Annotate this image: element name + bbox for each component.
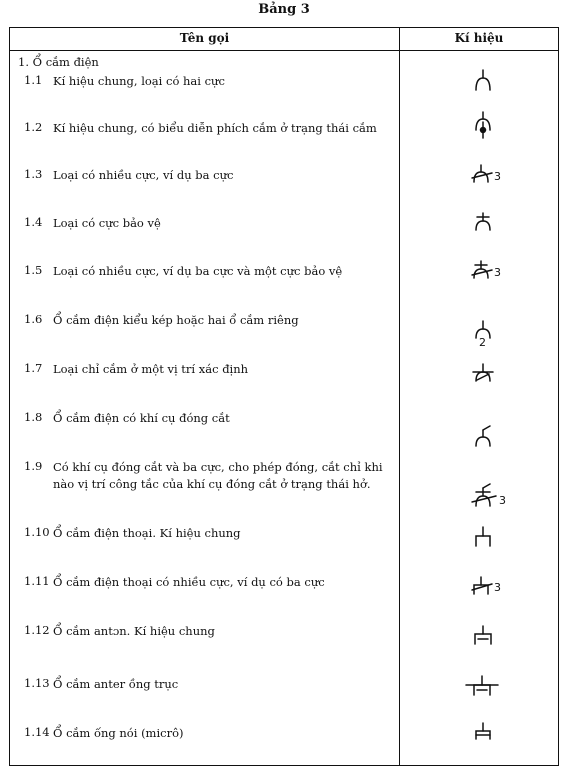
row-number: 1.9: [24, 459, 43, 473]
row-number: 1.11: [24, 574, 50, 588]
row-label: Có khí cụ đóng cắt và ba cực, cho phép đóng, cắt chỉ khi nào vị trí công tắc của khí cụ đóng cắt ở trạng thái hở.: [53, 460, 383, 491]
row-label: Ổ cắm điện thoại có nhiều cực, ví dụ có ba cực: [53, 575, 325, 589]
row-label: Ổ cắm anter ồng trục: [53, 677, 179, 691]
row-label: Ổ cắm điện kiểu kép hoặc hai ổ cắm riêng: [53, 313, 299, 327]
row-number: 1.7: [24, 361, 43, 375]
row-number: 1.4: [24, 215, 43, 229]
row-label: Ổ cắm antɔn. Kí hiệu chung: [53, 624, 215, 638]
socket-fixed-position-icon: [468, 362, 498, 384]
row-label: Kí hiệu chung, loại có hai cực: [53, 74, 225, 88]
socket-general-icon: [468, 66, 498, 96]
row-label: Ổ cắm điện thoại. Kí hiệu chung: [53, 526, 241, 540]
row-number: 1.10: [24, 525, 50, 539]
socket-multipole-protective-icon: [468, 258, 508, 282]
coaxial-antenna-socket-icon: [464, 672, 500, 698]
row-label: Loại có nhiều cực, ví dụ ba cực: [53, 168, 234, 182]
row-number: 1.14: [24, 725, 50, 739]
row-label: Ổ cắm ống nói (micrô): [53, 726, 184, 740]
row-number: 1.3: [24, 167, 43, 181]
socket-protective-icon: [468, 210, 498, 234]
socket-double-icon: [468, 318, 498, 348]
socket-switch-icon: [468, 424, 498, 448]
telephone-socket-icon: [468, 524, 498, 548]
svg-text:2: 2: [479, 336, 486, 349]
svg-text:3: 3: [499, 494, 506, 507]
page-title: Bảng 3: [258, 2, 310, 17]
symbol-table: [9, 27, 559, 766]
socket-interlocked-switch-icon: [468, 482, 514, 510]
header-name: Tên gọi: [179, 31, 230, 45]
table-header: [10, 28, 558, 51]
row-number: 1.8: [24, 410, 43, 424]
header-symbol: Kí hiệu: [454, 31, 504, 45]
row-label: Loại có cực bảo vệ: [53, 216, 161, 230]
group-title: 1. Ổ cắm điện: [18, 55, 99, 69]
column-divider: [399, 28, 400, 765]
svg-text:3: 3: [494, 170, 501, 183]
socket-with-plug-icon: [468, 110, 498, 142]
row-number: 1.2: [24, 120, 43, 134]
row-number: 1.12: [24, 623, 50, 637]
telephone-socket-multipole-icon: [468, 574, 508, 598]
svg-text:3: 3: [494, 581, 501, 594]
socket-multipole-icon: [468, 162, 508, 186]
svg-text:3: 3: [494, 266, 501, 279]
row-label: Ổ cắm điện có khí cụ đóng cắt: [53, 411, 230, 425]
row-number: 1.5: [24, 263, 43, 277]
microphone-socket-icon: [468, 720, 498, 742]
row-label: Loại chỉ cắm ở một vị trí xác định: [53, 362, 249, 376]
row-number: 1.6: [24, 312, 43, 326]
row-number: 1.13: [24, 676, 50, 690]
row-number: 1.1: [24, 73, 43, 87]
row-label: Loại có nhiều cực, ví dụ ba cực và một cực bảo vệ: [53, 264, 343, 278]
row-label: Kí hiệu chung, có biểu diễn phích cắm ở trạng thái cắm: [53, 121, 377, 135]
antenna-socket-icon: [468, 623, 498, 647]
